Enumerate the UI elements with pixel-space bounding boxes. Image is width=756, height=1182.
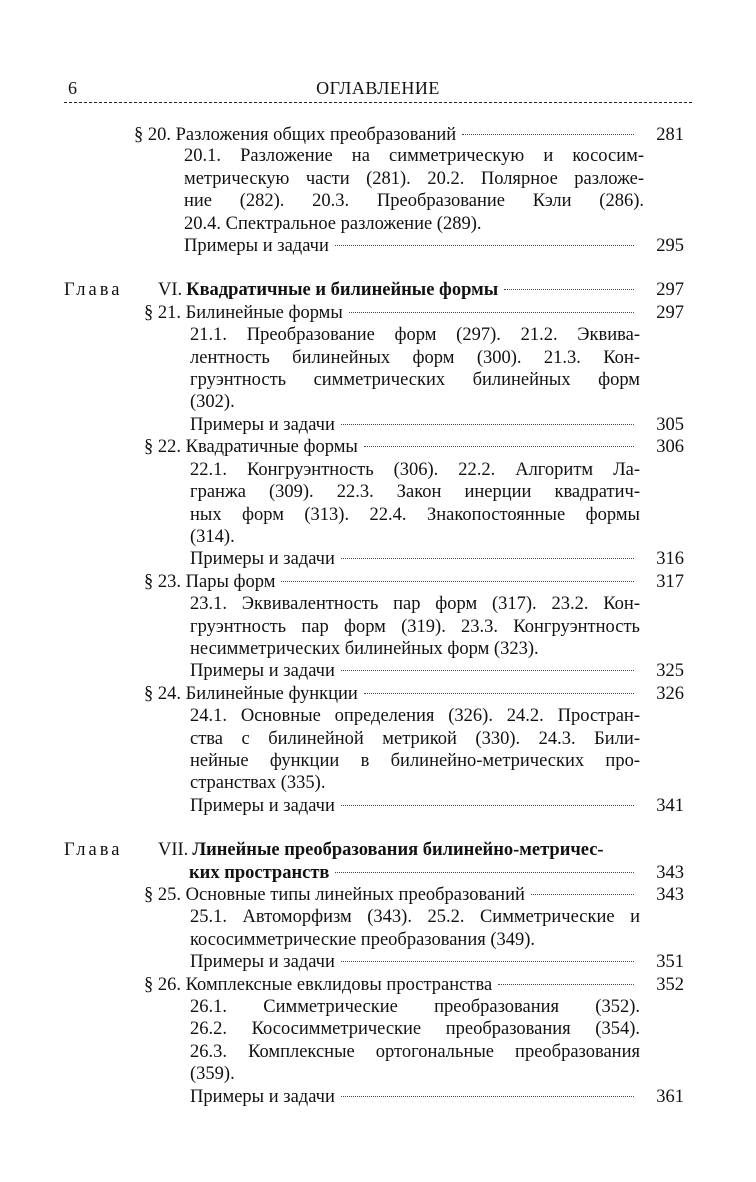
- toc-examples-26[interactable]: [64, 1086, 684, 1108]
- toc-examples-20[interactable]: [64, 235, 684, 257]
- toc-examples-22[interactable]: [64, 548, 684, 570]
- page-ref: 281: [656, 125, 684, 145]
- page-ref: 295: [656, 236, 684, 257]
- chapter-title-cont: ких пространств: [189, 862, 330, 883]
- section-description: [64, 324, 640, 414]
- dot-leader: [341, 961, 634, 962]
- page-number: 6: [68, 78, 77, 98]
- section-description: [64, 705, 640, 795]
- page-title: ОГЛАВЛЕНИЕ: [316, 78, 440, 98]
- page-ref: 361: [656, 1086, 684, 1107]
- dot-leader: [341, 1096, 634, 1097]
- page-ref: 351: [656, 952, 684, 973]
- examples-label: Примеры и задачи: [190, 414, 335, 435]
- page-ref: 306: [656, 437, 684, 458]
- dot-leader: [504, 289, 634, 290]
- desc-line: кососимметрические преобразования (349).: [190, 929, 536, 950]
- dot-leader: [335, 872, 634, 873]
- header-rule: [64, 102, 692, 103]
- dot-leader: [341, 424, 634, 425]
- toc-examples-24[interactable]: [64, 795, 684, 817]
- section-title: § 26. Комплексные евклидовы пространства: [144, 974, 493, 995]
- page-ref: 297: [656, 280, 684, 301]
- page-ref: 343: [656, 862, 684, 883]
- toc-section-20[interactable]: [64, 124, 684, 146]
- page-ref: 297: [656, 302, 684, 323]
- desc-line: нейные функции в билинейно-метрических про-: [190, 750, 640, 771]
- page-ref: 352: [656, 974, 684, 995]
- chapter-number: VII.: [158, 840, 189, 861]
- dot-leader: [498, 984, 634, 985]
- desc-line: 22.1. Конгруэнтность (306). 22.2. Алгоритм Ла-: [190, 459, 640, 480]
- examples-label: Примеры и задачи: [190, 549, 335, 570]
- toc-chapter-7-cont[interactable]: [64, 862, 684, 884]
- desc-line: (359).: [190, 1064, 235, 1085]
- desc-line: странствах (335).: [190, 773, 326, 794]
- desc-line: метрическую части (281). 20.2. Полярное разложе-: [184, 168, 644, 189]
- examples-label: Примеры и задачи: [190, 661, 335, 682]
- section-description: [64, 906, 640, 951]
- dot-leader: [341, 805, 634, 806]
- section-title: § 23. Пары форм: [144, 571, 276, 592]
- section-description: [64, 459, 640, 549]
- section-description: [64, 145, 644, 235]
- desc-line: 26.3. Комплексные ортогональные преобразования: [190, 1041, 640, 1062]
- page-ref: 341: [656, 795, 684, 816]
- examples-label: Примеры и задачи: [184, 236, 329, 257]
- desc-line: груэнтность пар форм (319). 23.3. Конгруэнтность: [190, 616, 640, 637]
- desc-line: груэнтность симметрических билинейных форм: [190, 370, 640, 391]
- page-header: [64, 78, 692, 104]
- desc-line: 24.1. Основные определения (326). 24.2. Простран-: [190, 706, 640, 727]
- examples-label: Примеры и задачи: [190, 1086, 335, 1107]
- desc-line: 23.1. Эквивалентность пар форм (317). 23.2. Кон-: [190, 594, 640, 615]
- dot-leader: [341, 670, 634, 671]
- dot-leader: [335, 245, 634, 246]
- section-description: [64, 593, 640, 660]
- dot-leader: [349, 312, 634, 313]
- section-title: § 22. Квадратичные формы: [144, 437, 358, 458]
- chapter-title: Линейные преобразования билинейно-метричес-: [192, 840, 604, 861]
- chapter-label: Глава: [64, 840, 123, 861]
- chapter-number: VI.: [158, 280, 183, 301]
- section-title: § 21. Билинейные формы: [144, 302, 343, 323]
- dot-leader: [341, 558, 634, 559]
- desc-line: 26.2. Кососимметрические преобразования (354).: [190, 1019, 640, 1040]
- desc-line: 20.4. Спектральное разложение (289).: [184, 213, 482, 234]
- desc-line: 20.1. Разложение на симметрическую и кососим-: [184, 146, 644, 167]
- dot-leader: [364, 693, 634, 694]
- dot-leader: [531, 894, 634, 895]
- toc-examples-21[interactable]: [64, 414, 684, 436]
- section-description: [64, 996, 640, 1086]
- chapter-title: Квадратичные и билинейные формы: [186, 280, 499, 301]
- toc-examples-23[interactable]: [64, 660, 684, 682]
- toc-examples-25[interactable]: [64, 951, 684, 973]
- desc-line: ных форм (313). 22.4. Знакопостоянные формы: [190, 504, 640, 525]
- toc-chapter-7[interactable]: [64, 839, 684, 861]
- section-title: § 24. Билинейные функции: [144, 683, 358, 704]
- section-title: § 20. Разложения общих преобразований: [134, 125, 457, 145]
- desc-line: несимметрических билинейных форм (323).: [190, 638, 539, 659]
- examples-label: Примеры и задачи: [190, 952, 335, 973]
- dot-leader: [364, 446, 634, 447]
- dot-leader: [281, 581, 634, 582]
- desc-line: 25.1. Автоморфизм (343). 25.2. Симметрические и: [190, 907, 640, 928]
- examples-label: Примеры и задачи: [190, 795, 335, 816]
- section-title: § 25. Основные типы линейных преобразований: [144, 885, 525, 905]
- page-ref: 317: [656, 571, 684, 592]
- page-ref: 316: [656, 549, 684, 570]
- page-ref: 326: [656, 683, 684, 704]
- desc-line: ние (282). 20.3. Преобразование Кэли (286).: [184, 191, 644, 212]
- desc-line: 21.1. Преобразование форм (297). 21.2. Эквива-: [190, 325, 640, 346]
- toc-chapter-6[interactable]: [64, 279, 684, 301]
- desc-line: ства с билинейной метрикой (330). 24.3. Били-: [190, 728, 640, 749]
- toc-section-25[interactable]: [64, 884, 684, 906]
- toc-section-22[interactable]: [64, 436, 684, 458]
- desc-line: лентность билинейных форм (300). 21.3. Кон-: [190, 347, 640, 368]
- table-of-contents: [64, 124, 684, 1108]
- page-ref: 325: [656, 661, 684, 682]
- desc-line: (314).: [190, 526, 235, 547]
- toc-section-21[interactable]: [64, 302, 684, 324]
- desc-line: (302).: [190, 392, 235, 413]
- chapter-label: Глава: [64, 280, 123, 301]
- desc-line: гранжа (309). 22.3. Закон инерции квадратич-: [190, 482, 640, 503]
- desc-line: 26.1. Симметрические преобразования (352).: [190, 997, 640, 1018]
- page-ref: 305: [656, 414, 684, 435]
- toc-section-23[interactable]: [64, 571, 684, 593]
- dot-leader: [462, 134, 634, 135]
- page-ref: 343: [656, 885, 684, 905]
- toc-section-26[interactable]: [64, 974, 684, 996]
- toc-section-24[interactable]: [64, 683, 684, 705]
